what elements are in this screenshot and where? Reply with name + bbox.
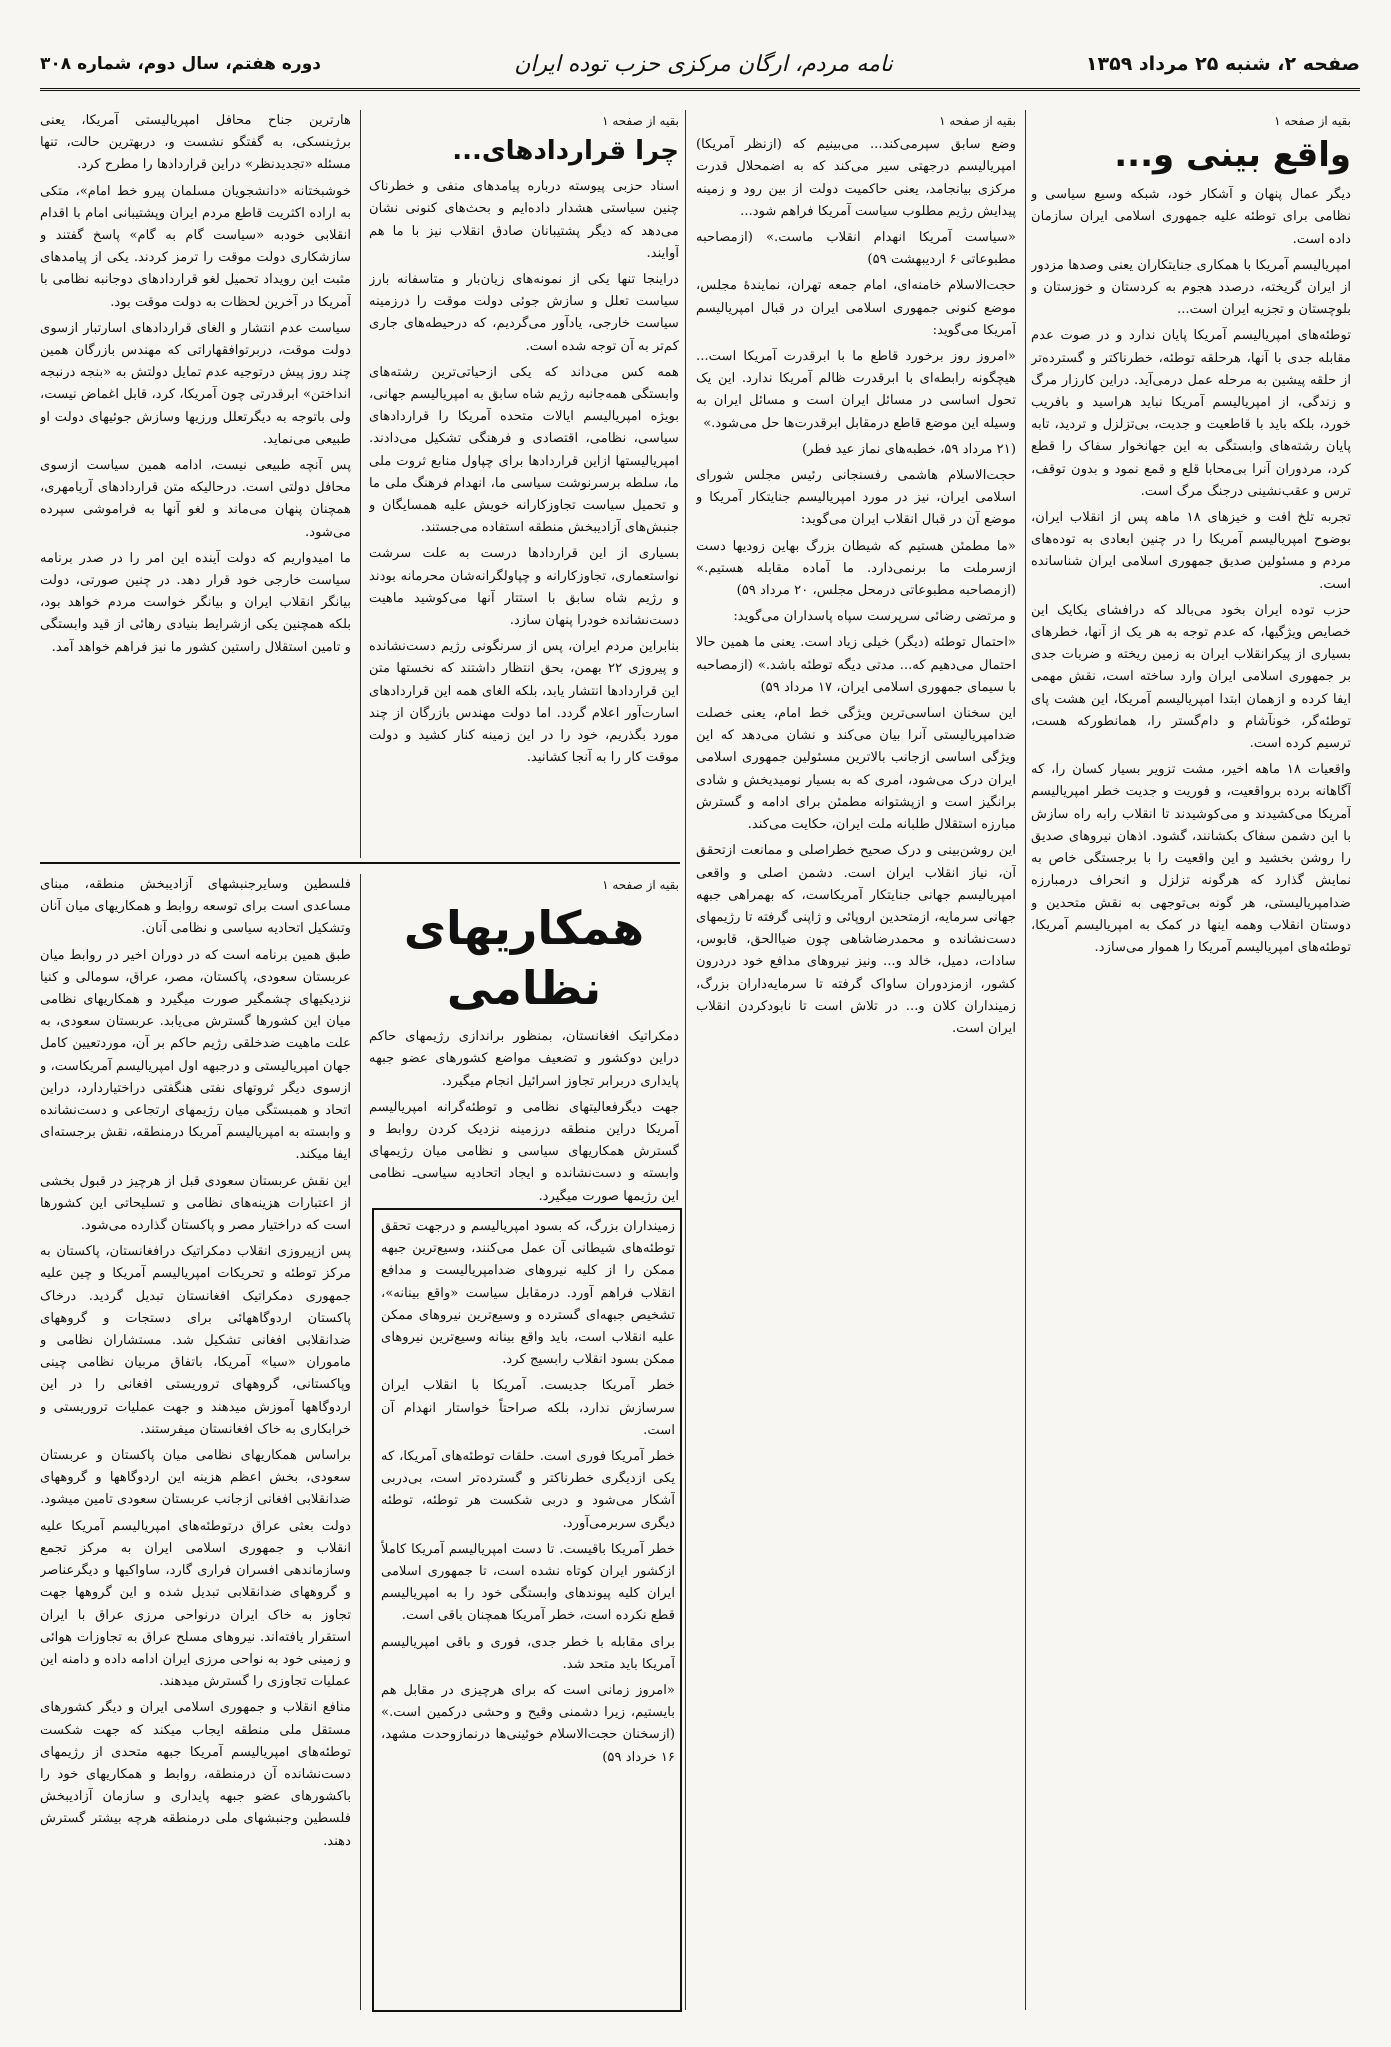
paragraph: دیگر عمال پنهان و آشکار خود، شبکه وسیع سیاسی و نظامی برای توطئه علیه جمهوری اسلامی ایران سازمان داده است. (1031, 187, 1351, 247)
paragraph: و مرتضی رضائی سرپرست سپاه پاسداران می‌گوید: (733, 609, 1016, 625)
paragraph: منافع انقلاب و جمهوری اسلامی ایران و دیگر کشورهای مستقل ملی منطقه ایجاب میکند که جهت شکست توطئه‌های امپریالیسم آمریکا جبهه متحدی از رژیمهای دست‌نشانده آن درمنطقه، روابط و همکاریهای خود را باکشورهای عضو جبهه پایداری و سازمان آزادیبخش فلسطین وجنبشهای ملی درمنطقه هرچه بیشتر گسترش دهند. (40, 1700, 351, 1849)
column-article-continued (696, 110, 1016, 2010)
column-rule (1025, 110, 1026, 2010)
continued-label: بقیه از صفحه ۱ (602, 114, 679, 128)
continued-label: بقیه از صفحه ۱ (939, 114, 1016, 128)
page-info: صفحه ۲، شنبه ۲۵ مرداد ۱۳۵۹ (1085, 53, 1360, 75)
paragraph: توطئه‌های امپریالیسم آمریکا پایان ندارد و در صوت عدم مقابله جدی با آنها، هرحلقه توطئه، خطرناکتر و گسترده‌تر از حلقه پیشین به مرحله عمل درمی‌آید. دراین کارزار مرگ و زندگی، از امپریالیسم آمریکا نباید هراسید و بافریب خورد، بلکه باید با قاطعیت و جدیت، بی‌تزلزل و تردید، تابه پایان رشته‌های وابستگی به این جهانخوار سفاک را قطع کرد، مردوران آنرا بی‌محابا قلع و قمع نمود و بدون توقف، ترس و عقب‌نشینی درجنگ مرگ است. (1031, 328, 1351, 499)
column-rule (685, 110, 686, 2010)
paragraph: خطر آمریکا جدیست. آمریکا با انقلاب ایران سرسازش ندارد، بلکه صراحتاً خواستار انهدام آن است. (381, 1378, 675, 1438)
paragraph: تجربه تلخ افت و خیزهای ۱۸ ماهه پس از انقلاب ایران، بوضوح امپریالیسم آمریکا را در چنین ابعادی به توده‌های مردم و مسئولین صدیق جمهوری اسلامی ایران شناسانده است. (1031, 510, 1351, 592)
paragraph: «سیاست آمریکا انهدام انقلاب ماست.» (ازمصاحبه مطبوعاتی ۶ اردیبهشت ۵۹) (696, 230, 1016, 268)
paragraph: «امروز روز برخورد قاطع ما با ابرقدرت آمریکا است... هیچگونه رابطه‌ای با ابرقدرت ظالم آمریکا ندارد. این یک تحول اساسی در مسائل ایران است و مسائل ایران به وسیله این موضع قاطع درمقابل ابرقدرت‌ها حل می‌شود.» (696, 349, 1016, 431)
paragraph: «احتمال توطئه (دیگر) خیلی زیاد است. یعنی ما همین حالا احتمال می‌دهیم که... مدتی دیگه توطئه باشد.» (ازمصاحبه با سیمای جمهوری اسلامی ایران، ۱۷ مرداد ۵۹) (696, 635, 1016, 695)
paragraph: حزب توده ایران بخود می‌بالد که درافشای یکایک این خصایص ویژگیها، که عدم توجه به هر یک از آنها، خطرهای بسیاری از پیکرانقلاب ایران به زمین ریخته و ضربات جدی بر جمهوری اسلامی ایران وارد ساخته است، نقش مهمی ایفا کرده و ازهمان ابتدا امپریالیسم آمریکا، این هشت پای توطئه‌گر، خونآشام و دام‌گستر را، همانطورکه هست، ترسیم کرده است. (1031, 602, 1351, 752)
column-rule (360, 110, 361, 858)
paragraph: ما امیدواریم که دولت آینده این امر را در صدر برنامه سیاست خارجی خود قرار دهد. در چنین صورتی، دولت بیانگر انقلاب ایران و بیانگر خواست مردم خواهد بود، بلکه همچنین یکی ازشرایط بنیادی رهائی از قید وابستگی و تامین استقلال راستین کشور ما نیز فراهم خواهد آمد. (40, 550, 351, 655)
paragraph: این روشن‌بینی و درک صحیح خطراصلی و ممانعت ازتحقق آن، نیاز انقلاب ایران است. دشمن اصلی و واقعی امپریالیسم جهانی جنایتکار آمریکاست، که بهمراهی جبهه جهانی سرمایه، ازمتحدین اروپائی و ژاپنی گرفته تا رژیمهای دست‌نشانده و محمدرضاشاهی چون ضیاالحق، قابوس، سادات، دمیل، خالد و... ونیز نیروهای مدافع خود دردرون کشور، ازمزدوران ساواک گرفته تا سرمایه‌داران بزرگ، زمینداران کلان و... در تلاش است تا نابودکردن انقلاب ایران است. (696, 843, 1016, 1036)
paragraph: فلسطین وسایرجنبشهای آزادیبخش منطقه، مبنای مساعدی است برای توسعه روابط و همکاریهای میان آنان وتشکیل اتحادیه سیاسی و نظامی آنان. (40, 877, 351, 937)
column-article-boxed (381, 1216, 675, 2002)
column-article-realism (1031, 110, 1351, 2010)
paragraph: وضع سابق سپرمی‌کند... می‌بینیم که (ازنظر آمریکا) امپریالیسم درجهتی سیر می‌کند که به اضمحلال قدرت مرکزی بیانجامد، یعنی حاکمیت دولت از بین رود و زمینه پیدایش رژیم مطلوب سیاست آمریکا فراهم شود... (696, 137, 1016, 219)
headline-realism: واقع بینی و... (1114, 135, 1351, 176)
paragraph: این نقش عربستان سعودی قبل از هرچیز در قبول بخشی از اعتبارات هزینه‌های نظامی و تسلیحاتی این کشورها است که دراختیار مصر و پاکستان گذارده می‌شود. (40, 1173, 351, 1234)
paragraph: واقعیات ۱۸ ماهه اخیر، مشت تزویر بسیار کسان را، که آگاهانه برده برواقعیت، و فوریت و جدیت خطر امپریالیسم آمریکا می‌کشیدند و می‌کوشیدند تا انقلاب رابه راه سازش با این دشمن سفاک بکشانند، گشود. اذهان نیروهای صدیق را روشن بخشید و این واقعیت را با برجستگی خاص به نمایش گذارد که هرگونه تزلزل و انحراف درمبارزه ضدامپریالیستی، هر گونه بی‌توجهی به نقش متحدین و دوستان انقلاب وهمه اینها در کمک به امپریالیسم آمریکا، توطئه‌های امپریالیسم آمریکا را هموار می‌سازد. (1031, 762, 1351, 955)
paragraph: جهت دیگرفعالیتهای نظامی و توطئه‌گرانه امپریالیسم آمریکا دراین منطقه درزمینه نزدیک کردن روابط و گسترش همکاریهای سیاسی و نظامی میان رژیمهای وابسته و دست‌نشانده و ایجاد اتحادیه سیاسی‌ـ نظامی این رژیمها صورت میگیرد. (369, 1099, 679, 1204)
headline-military: همکاریهای نظامی (403, 901, 645, 1016)
column-article-treaties (369, 110, 679, 858)
paragraph: دمکراتیک افغانستان، بمنظور براندازی رژیمهای حاکم دراین دوکشور و تضعیف مواضع کشورهای عضو جبهه پایداری دربرابر تجاوز اسرائیل انجام میگیرد. (369, 1029, 679, 1089)
paragraph: خطر آمریکا باقیست. تا دست امپریالیسم آمریکا کاملاً ازکشور ایران کوتاه نشده است، تا جمهوری اسلامی ایران کلیه پیوندهای وابستگی خود را به امپریالیسم قطع نکرده است، خطر آمریکا همچنان باقی است. (381, 1541, 675, 1624)
paragraph: خطر آمریکا فوری است. حلقات توطئه‌های آمریکا، که یکی ازدیگری خطرناکتر و گسترده‌تر است، بی‌دربی آشکار می‌شود و دربی شکست هر توطئه، توطئه دیگری سربرمی‌آورد. (381, 1449, 675, 1531)
continued-label: بقیه از صفحه ۱ (602, 878, 679, 892)
paragraph: زمینداران بزرگ، که بسود امپریالیسم و درجهت تحقق توطئه‌های شیطانی آن عمل می‌کنند، وسیع‌ترین جبهه ممکن را از کلیه نیروهای ضدامپریالیست و مدافع انقلاب فراهم آورد. درمقابل سیاست «واقع بینانه»، تشخیص جبهه‌ای گسترده و وسیع‌ترین نیروهای ممکن علیه انقلاب است، باید واقع بینانه وسیع‌ترین نیروهای ممکن بسود انقلاب رابسیج کرد. (381, 1219, 675, 1368)
paragraph: سیاست عدم انتشار و الغای قراردادهای اسارتبار ازسوی دولت موقت، دربرتوافقهاراتی که مهندس بازرگان همین چند روز پیش درتوجیه عدم تمایل دولتش به «بنجه درنبجه انداختن» ابرقدرتی چون آمریکا، کرد، قابل اغماض نیست، ولی باتوجه به دیگرتعلل ورزیها وسازش جوئیهای دولت او طبیعی می‌نماید. (40, 320, 351, 447)
column-article-military-cont (40, 874, 351, 2010)
masthead (40, 40, 1360, 91)
paragraph: طبق همین برنامه است که در دوران اخیر در روابط میان عربستان سعودی، پاکستان، مصر، عراق، سومالی و کنیا نزدیکیهای چشمگیر صورت میگیرد و همکاریهای نظامی میان این کشورها گسترش می‌یابد. عربستان سعودی، به علت ماهیت ضدخلقی رژیم حاکم بر آن، موردتعیین کامل جهان امپریالیستی و درجبهه اول امپریالیسم آمریکاست، و ازسوی دیگر ثروتهای نفتی هنگفتی دراختیاردارد، دراین اتحاد و همبستگی میان رژیمهای ارتجاعی و دست‌نشانده و وابسته به امپریالیسم آمریکا درمنطقه، نقش برجسته‌ای ایفا میکند. (40, 947, 351, 1163)
issue-info: دوره هفتم، سال دوم، شماره ۳۰۸ (40, 54, 321, 74)
paragraph: دراینجا تنها یکی از نمونه‌های زیان‌بار و متاسفانه بارز سیاست تعلل و سازش جوئی دولت موقت را درزمینه سیاست خارجی، یادآور می‌گردیم، که درحیطه‌های جاری کم‌تر به آن توجه شده است. (369, 272, 679, 354)
section-rule (40, 862, 680, 864)
paragraph: براساس همکاریهای نظامی میان پاکستان و عربستان سعودی، بخش اعظم هزینه این اردوگاهها و گروههای ضدانقلابی افغانی ازجانب عربستان سعودی تامین میشود. (40, 1448, 351, 1508)
column-rule (360, 874, 361, 2010)
paragraph: پس آنچه طبیعی نیست، ادامه همین سیاست ازسوی محافل دولتی است. درحالیکه متن قراردادهای آریامهری، همچنان پنهان می‌ماند و لغو آنها به فراموشی سپرده می‌شود. (40, 458, 351, 540)
paragraph: حجت‌الاسلام هاشمی رفسنجانی رئیس مجلس شورای اسلامی ایران، نیز در مورد امپریالیسم جنایتکار آمریکا و موضع آن در قبال انقلاب ایران می‌گوید: (696, 468, 1016, 528)
paper-name: نامه مردم، ارگان مرکزی حزب توده ایران (514, 51, 893, 77)
paragraph: «ما مطمئن هستیم که شیطان بزرگ بهاین زودیها دست ازسرملت ما برنمی‌دارد. ما آماده مقابله هستیم.» (ازمصاحبه مطبوعاتی درمحل مجلس، ۲۰ مرداد ۵۹) (696, 538, 1016, 599)
headline-treaties: چرا قراردادهای... (452, 136, 679, 167)
paragraph: (۲۱ مرداد ۵۹، خطبه‌های نماز عید فطر) (802, 441, 1016, 457)
column-article-treaties-end (40, 110, 351, 858)
paragraph: هارترین جناح محافل امپریالیستی آمریکا، یعنی برژینسکی، به گفتگو نشست و، دربهترین حالت، تنها مسئله «تجدیدنظر» دراین قراردادها را مطرح کرد. (40, 113, 351, 173)
column-article-military (369, 874, 679, 1204)
paragraph: امپریالیسم آمریکا با همکاری جنایتکاران یعنی وصدها مزدور از ایران گریخته، درصدد هجوم به کردستان و خوزستان و بلوچستان و تجزیه ایران است... (1031, 257, 1351, 318)
paragraph: همه کس می‌داند که یکی ازحیاتی‌ترین رشته‌های وابستگی همه‌جانبه رژیم شاه سابق به امپریالیسم جهانی، بویژه امپریالیسم ایالات متحده آمریکا را قراردادهای سیاسی، نظامی، اقتصادی و فرهنگی تشکیل می‌دادند. امپریالیستها ازاین قراردادها برای چپاول منابع ثروت ملی ما، سلطه برسرنوشت سیاسی ما، انهدام فرهنگ ملی ما و تحمیل سیاست تجاوزکارانه خویش علیه همسایگان و جنبش‌های آزادیبخش منطقه استفاده می‌جستند. (369, 364, 679, 536)
paragraph: بسیاری از این قراردادها درست به علت سرشت نواستعماری، تجاوزکارانه و چپاولگرانه‌شان محرمانه بودند و رژیم شاه سابق با استتار آنها می‌کوشید ماهیت دست‌نشانده خودرا پنهان سازد. (369, 546, 679, 629)
paragraph: این سخنان اساسی‌ترین ویژگی خط امام، یعنی خصلت ضدامپریالیستی آنرا بیان می‌کند و نشان می‌دهد که این ویژگی اساسی ازجانب بالاترین مسئولین جمهوری اسلامی ایران درک می‌شود، امری که به بسیار نومیدیخش و شادی برانگیز است و ازپشتوانه مطمئن برای ادامه و گسترش مبارزه استقلال طلبانه ملت ایران، حکایت می‌کند. (696, 706, 1016, 833)
paragraph: بنابراین مردم ایران، پس از سرنگونی رژیم دست‌نشانده و پیروزی ۲۲ بهمن، بحق انتظار داشتند که نخستها متن این قراردادها انتشار یابد، بلکه الغای همه این قراردادهای اسارت‌آور اعلام گردد. اما دولت مهندس بازرگان از چند مورد بگذریم، خود را در این زمینه کنار کشید و دولت موقت کار را به آنجا کشانید. (369, 639, 679, 766)
paragraph: حجت‌الاسلام خامنه‌ای، امام جمعه تهران، نمایندهٔ مجلس، موضع کنونی جمهوری اسلامی ایران در قبال امپریالیسم آمریکا می‌گوید: (696, 278, 1016, 338)
continued-label: بقیه از صفحه ۱ (1274, 114, 1351, 128)
paragraph: اسناد حزبی پیوسته درباره پیامدهای منفی و خطرناک چنین سیاستی هشدار داده‌ایم و بحث‌های کنونی نشان می‌دهد که دیگر پشتیبانان صادق انقلاب نیز با ما هم آوایند. (369, 179, 679, 261)
paragraph: «امروز زمانی است که برای هرچیزی در مقابل هم بایستیم، زیرا دشمنی وقیح و وحشی درکمین است.» (ازسخنان حجت‌الاسلام خوئینی‌ها درنمازوحدت مشهد، ۱۶ خرداد ۵۹) (381, 1683, 675, 1765)
paragraph: خوشبختانه «دانشجویان مسلمان پیرو خط امام»، متکی به اراده اکثریت قاطع مردم ایران وپشتیبانی امام با اقدام انقلابی خودبه «سیاست گام به گام» پاسخ گفتند و سازشکاری دولت موقت را ترمز کردند. یکی از پیامدهای مثبت این رویداد تحمیل لغو قراردادهای دوجانبه نظامی با آمریکا در آخرین لحظات به دولت موقت بود. (40, 183, 351, 310)
paragraph: پس ازپیروزی انقلاب دمکراتیک درافغانستان، پاکستان به مرکز توطئه و تحریکات امپریالیسم آمریکا و چین علیه جمهوری دمکراتیک افغانستان تبدیل گردید. درخاک پاکستان اردوگاههائی برای دستجات و گروههای ضدانقلابی افغانی تشکیل شد. مستشاران نظامی و ماموران «سیا» آمریکا، باتفاق مربیان نظامی چینی وپاکستانی، گروههای تروریستی افغانی را در این اردوگاهها آموزش میدهند و جهت عملیات تروریستی و خرابکاری به خاک افغانستان میفرستند. (40, 1244, 351, 1437)
paragraph: دولت بعثی عراق درتوطئه‌های امپریالیسم آمریکا علیه انقلاب و جمهوری اسلامی ایران به مرکز تجمع وسازماندهی افسران فراری گارد، ساواکیها و دیگرعناصر و گروههای ضدانقلابی تبدیل شده و این گروهها جهت تجاوز به خاک ایران درنواحی مرزی عراق با ایران استقرار یافته‌اند. نیروهای مسلح عراق به تجاوزات هوائی و زمینی خود به نواحی مرزی ایران ادامه داده و دامنه این عملیات تجاوزی را گسترش میدهند. (40, 1518, 351, 1690)
paragraph: برای مقابله با خطر جدی، فوری و باقی امپریالیسم آمریکا باید متحد شد. (381, 1634, 675, 1672)
